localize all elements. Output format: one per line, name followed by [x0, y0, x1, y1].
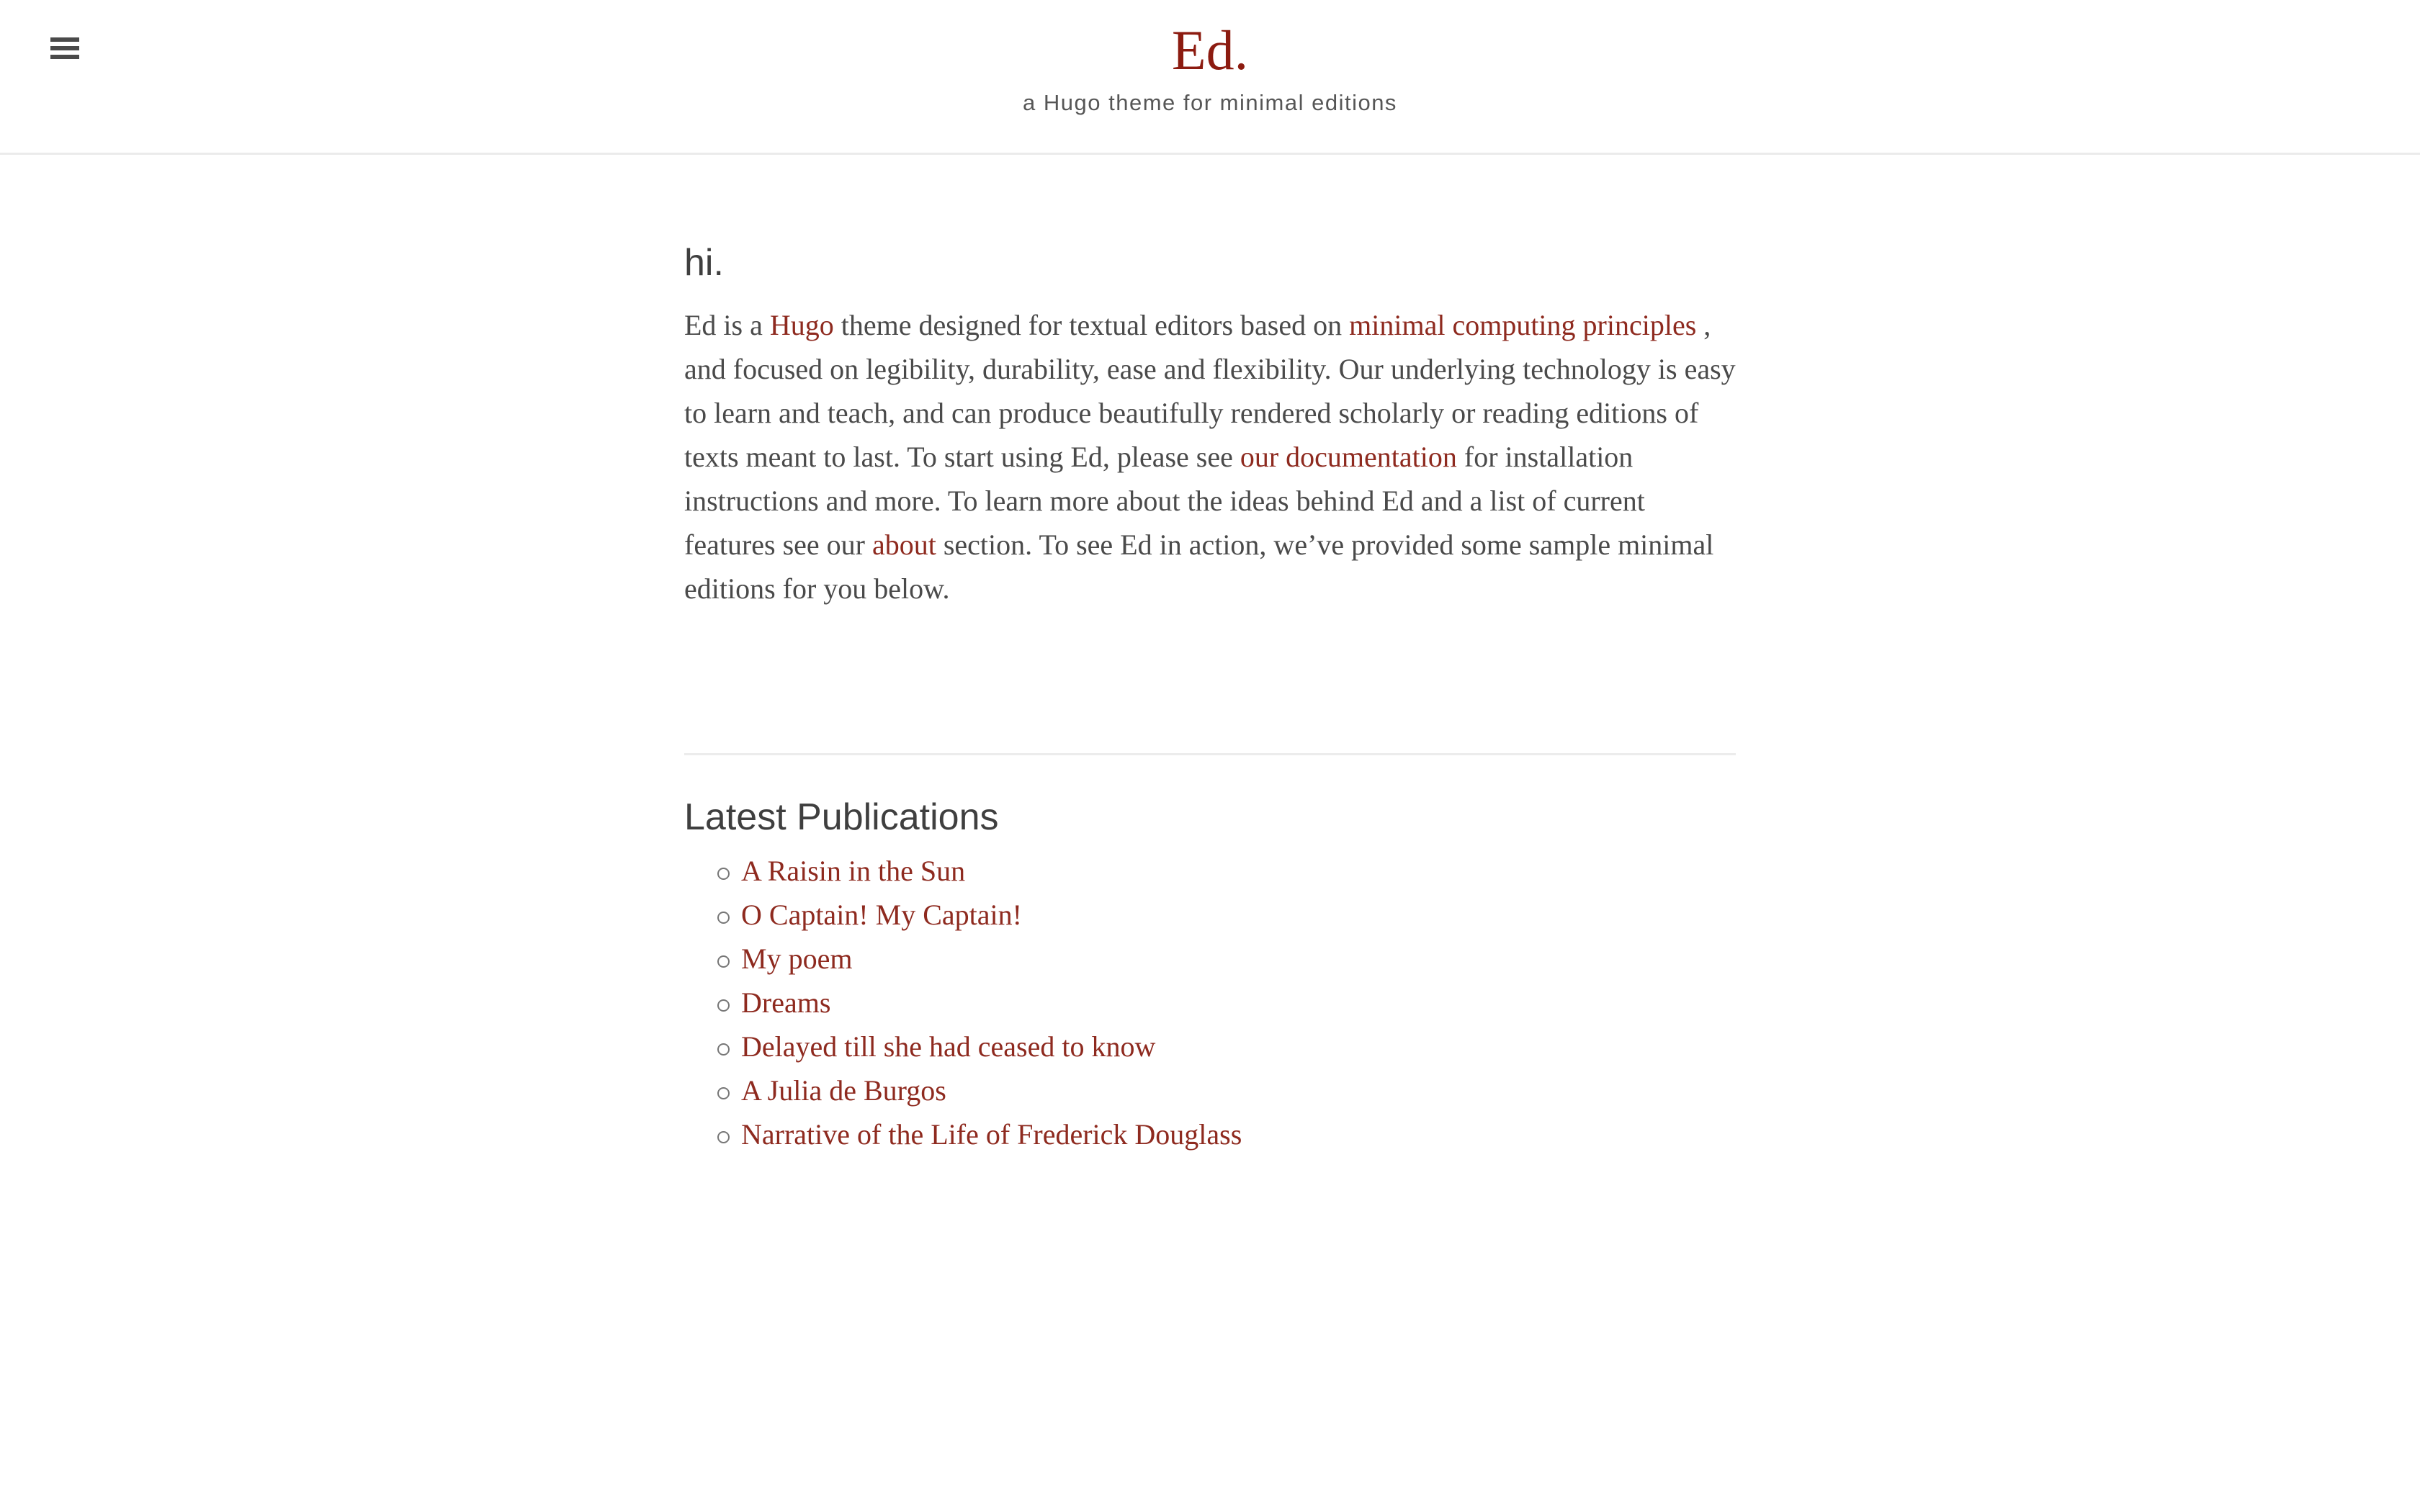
publication-item	[684, 1112, 1736, 1156]
publication-link[interactable]: My poem	[741, 942, 853, 975]
intro-link[interactable]: minimal computing principles	[1349, 309, 1697, 341]
site-subtitle: a Hugo theme for minimal editions	[1023, 90, 1397, 115]
publication-item	[684, 937, 1736, 981]
main-content	[684, 155, 1736, 1156]
masthead	[0, 0, 2420, 116]
publication-link[interactable]: Delayed till she had ceased to know	[741, 1030, 1156, 1063]
intro-text: section. To see Ed in action, we’ve provided some sample minimal editions for you below.	[684, 528, 1714, 605]
menu-button[interactable]	[50, 37, 79, 59]
hamburger-icon	[50, 37, 79, 42]
intro-paragraph	[684, 303, 1736, 611]
publication-item	[684, 849, 1736, 893]
publication-item	[684, 893, 1736, 937]
publication-link[interactable]: A Raisin in the Sun	[741, 855, 966, 887]
intro-link[interactable]: about	[871, 528, 936, 561]
publication-link[interactable]: Dreams	[741, 986, 831, 1019]
site-header	[0, 0, 2420, 155]
publication-link[interactable]: A Julia de Burgos	[741, 1074, 946, 1107]
intro-link[interactable]: Hugo	[769, 309, 834, 341]
publications-heading: Latest Publications	[684, 796, 999, 838]
publications-list	[684, 849, 1736, 1156]
intro-link[interactable]: our documentation	[1240, 441, 1457, 473]
intro-text: Ed is a	[684, 309, 770, 341]
page-title: hi.	[684, 242, 724, 284]
publication-item	[684, 1068, 1736, 1112]
section-divider	[684, 753, 1736, 755]
publication-link[interactable]: O Captain! My Captain!	[741, 899, 1022, 931]
intro-text: for installation instructions and more. To learn more about the ideas behind Ed and a list of current features see our	[684, 441, 1645, 561]
intro-text: theme designed for textual editors based on	[833, 309, 1350, 341]
publication-item	[684, 1025, 1736, 1068]
site-title[interactable]: Ed.	[1171, 19, 1249, 81]
publication-item	[684, 981, 1736, 1025]
intro-text: , and focused on legibility, durability, ease and flexibility. Our underlying technology is easy to learn and teach, and can produce beautifully rendered scholarly or reading editions of texts meant to last. To start using Ed, please see	[684, 309, 1736, 473]
publication-link[interactable]: Narrative of the Life of Frederick Douglass	[741, 1118, 1242, 1151]
